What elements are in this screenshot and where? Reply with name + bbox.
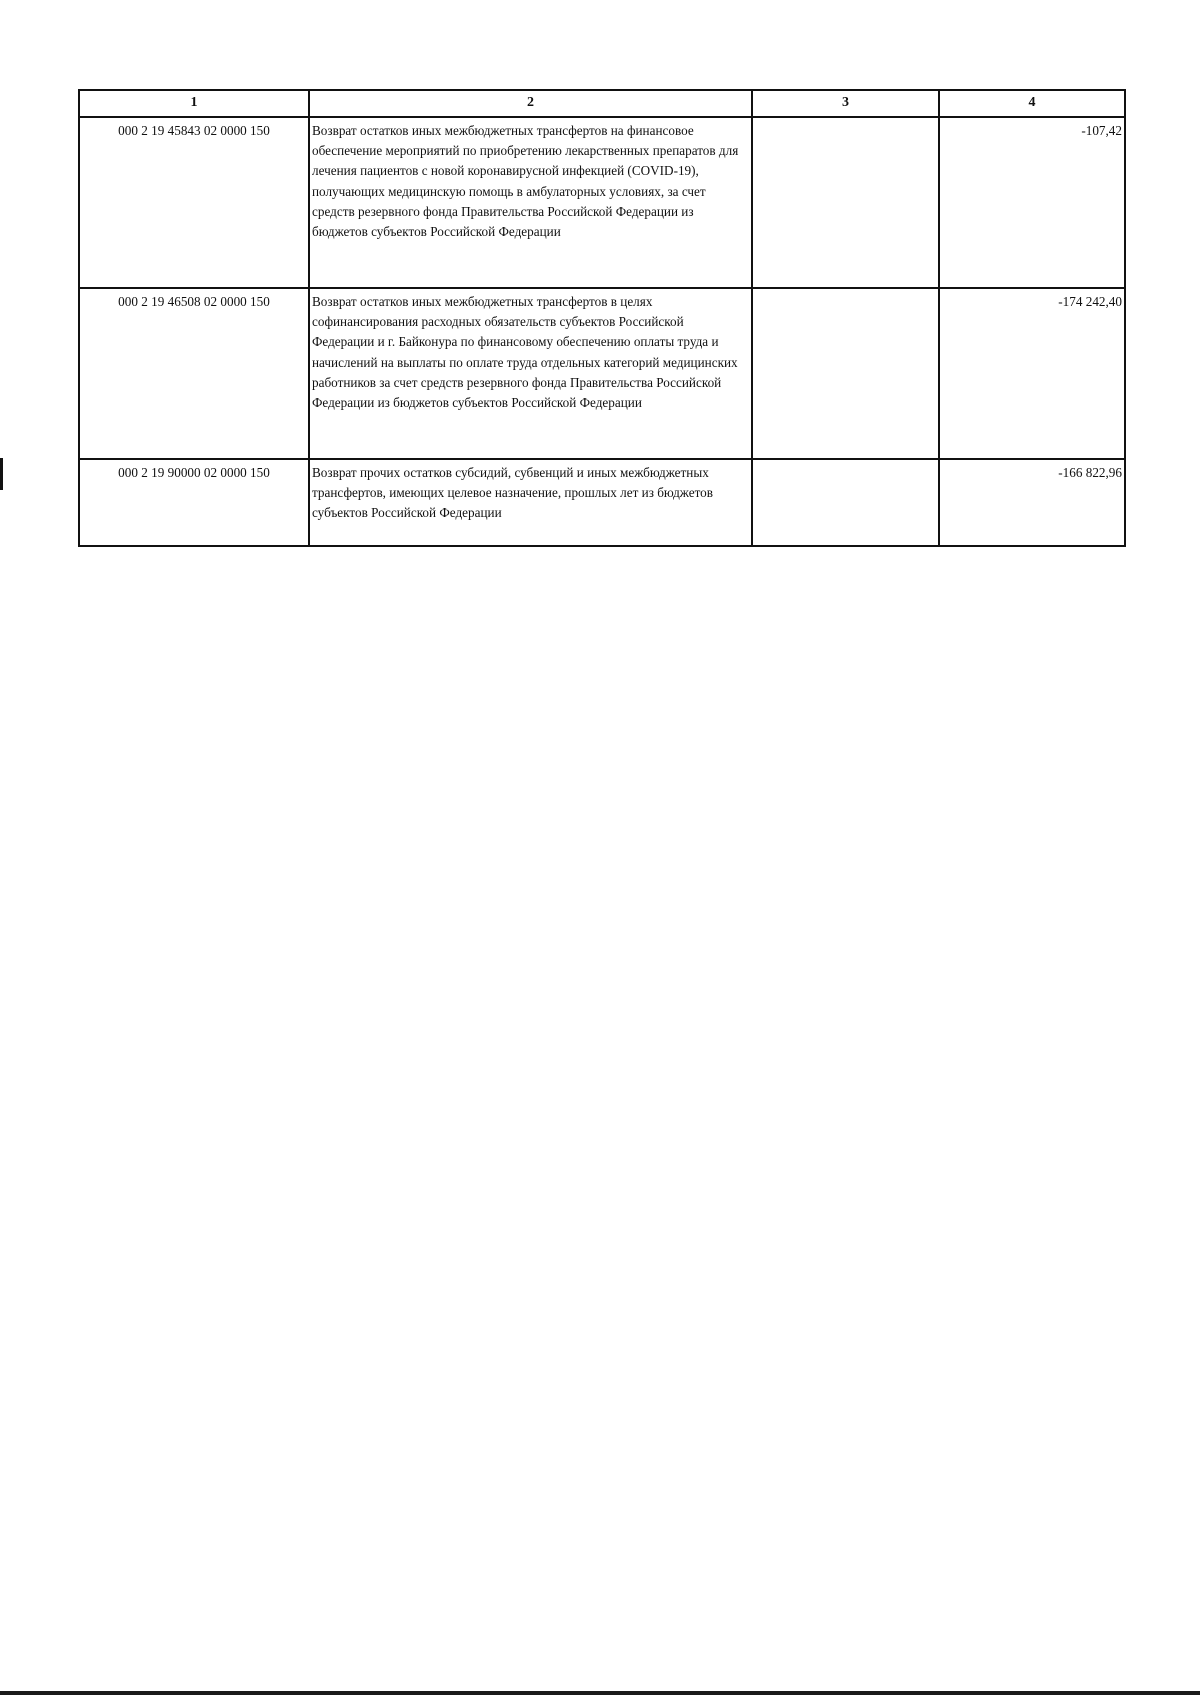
description-cell: Возврат прочих остатков субсидий, субвенций и иных межбюджетных трансфертов, имеющих целевое назначение, прошлых лет из бюджетов субъектов Российской Федерации	[309, 459, 752, 546]
amount-cell: -107,42	[939, 117, 1125, 288]
column-3-cell	[752, 288, 939, 459]
budget-code-cell: 000 2 19 46508 02 0000 150	[79, 288, 309, 459]
scan-bottom-edge	[0, 1691, 1200, 1695]
scan-edge-mark	[0, 458, 3, 490]
description-cell: Возврат остатков иных межбюджетных трансфертов на финансовое обеспечение мероприятий по приобретению лекарственных препаратов для лечения пациентов с новой коронавирусной инфекцией (COVID-19), получающих медицинскую помощь в амбулаторных условиях, за счет средств резервного фонда Правительства Российской Федерации из бюджетов субъектов Российской Федерации	[309, 117, 752, 288]
amount-cell: -166 822,96	[939, 459, 1125, 546]
amount-cell: -174 242,40	[939, 288, 1125, 459]
column-3-cell	[752, 459, 939, 546]
budget-code-cell: 000 2 19 90000 02 0000 150	[79, 459, 309, 546]
table-row	[79, 288, 1125, 459]
table-header-row	[79, 90, 1125, 117]
table-row	[79, 459, 1125, 546]
budget-return-table	[78, 89, 1126, 547]
column-header-2: 2	[309, 90, 752, 117]
budget-code-cell: 000 2 19 45843 02 0000 150	[79, 117, 309, 288]
column-header-3: 3	[752, 90, 939, 117]
column-header-1: 1	[79, 90, 309, 117]
table-row	[79, 117, 1125, 288]
description-cell: Возврат остатков иных межбюджетных трансфертов в целях софинансирования расходных обязательств субъектов Российской Федерации и г. Байконура по финансовому обеспечению оплаты труда и начислений на выплаты по оплате труда отдельных категорий медицинских работников за счет средств резервного фонда Правительства Российской Федерации из бюджетов субъектов Российской Федерации	[309, 288, 752, 459]
column-3-cell	[752, 117, 939, 288]
column-header-4: 4	[939, 90, 1125, 117]
